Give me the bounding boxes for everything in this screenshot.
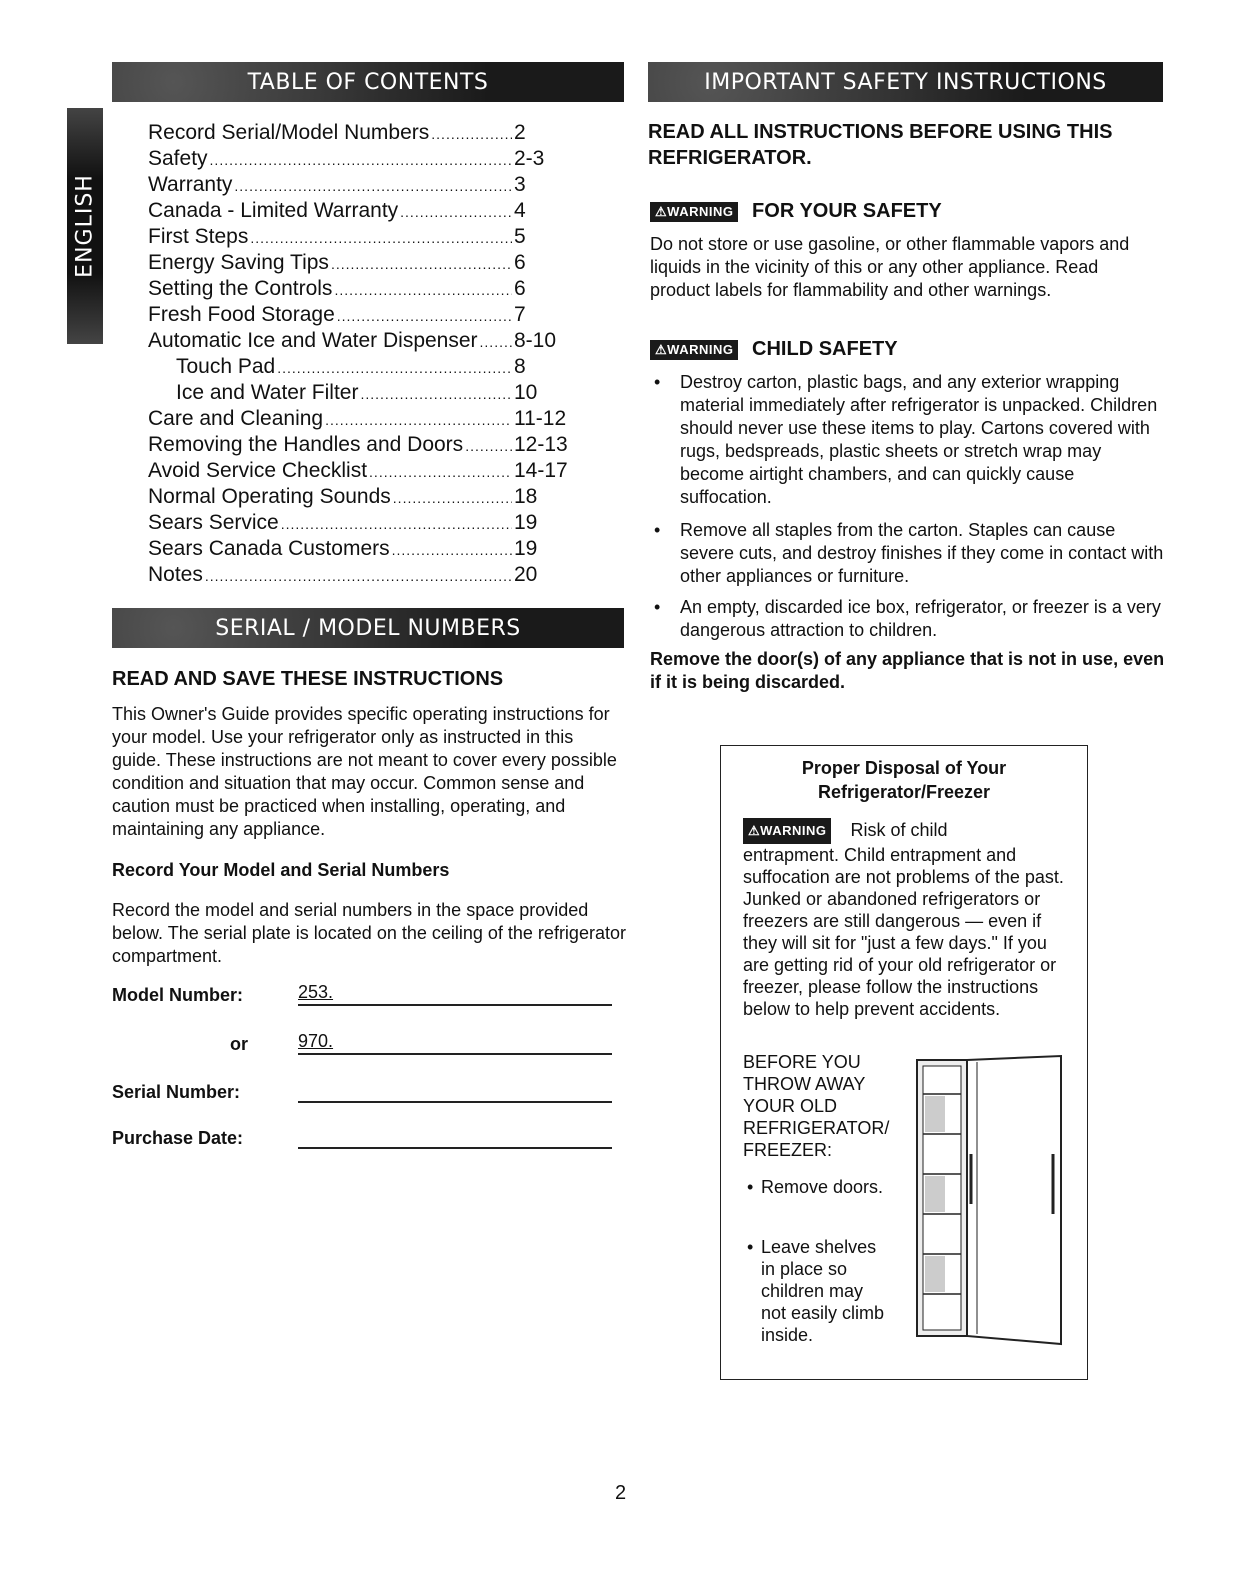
toc-entry (148, 224, 568, 250)
warning-badge: ⚠WARNING (743, 818, 831, 844)
model-number-prefix: 253. (298, 982, 334, 1002)
toc-entry (148, 146, 568, 172)
safety-banner (648, 62, 1163, 102)
disposal-title-line2: Refrigerator/Freezer (817, 782, 991, 802)
toc-dot-leader (325, 406, 512, 433)
toc-entry-title: Sears Canada Customers (148, 537, 390, 560)
toc-entry-title: Avoid Service Checklist (148, 459, 368, 482)
toc-banner (112, 62, 624, 102)
toc-entry-title: Automatic Ice and Water Dispenser (148, 329, 478, 352)
toc-entry (148, 510, 568, 536)
toc-dot-leader (393, 484, 512, 511)
toc-entry-page: 11-12 (514, 407, 567, 430)
toc-dot-leader (392, 536, 512, 563)
disposal-warning-first: Risk of child (850, 819, 948, 840)
toc-entry (148, 302, 568, 328)
toc-dot-leader (331, 250, 512, 277)
toc-entry-title: Energy Saving Tips (148, 251, 329, 274)
toc-entry-title: Care and Cleaning (148, 407, 324, 430)
warning-badge: ⚠WARNING (650, 202, 738, 222)
toc-entry-page: 7 (514, 303, 526, 326)
toc-entry (148, 328, 568, 354)
toc-entry-title: Sears Service (148, 511, 279, 534)
warning-badge: ⚠WARNING (650, 340, 738, 360)
serial-number-field[interactable] (298, 1079, 612, 1103)
toc-entry (148, 172, 568, 198)
toc-entry-page: 18 (514, 485, 538, 508)
toc-dot-leader (250, 224, 512, 251)
toc-entry-title: Safety (148, 147, 208, 170)
toc-entry-title: Setting the Controls (148, 277, 333, 300)
language-label: ENGLISH (72, 174, 98, 278)
toc-entry-page: 19 (514, 537, 538, 560)
toc-entry-page: 10 (514, 381, 538, 404)
toc-entry (148, 484, 568, 510)
toc-entry (148, 354, 568, 380)
toc-entry-title: Touch Pad (176, 355, 276, 378)
model-number-label: Model Number: (112, 985, 244, 1005)
toc-entry-title: Notes (148, 563, 203, 586)
read-save-heading: READ AND SAVE THESE INSTRUCTIONS (112, 668, 504, 690)
toc-dot-leader (281, 510, 512, 537)
toc-entry-page: 8-10 (514, 329, 557, 352)
toc-entry-page: 2 (514, 121, 526, 144)
toc-dot-leader (277, 354, 512, 381)
child-safety-section (650, 338, 1165, 694)
purchase-date-label: Purchase Date: (112, 1128, 244, 1148)
your-safety-text: Do not store or use gasoline, or other flammable vapors and liquids in the vicinity of this or any other appliance. Read product labels for flammability and other warnings. (650, 234, 1130, 300)
toc-entry-title: Canada - Limited Warranty (148, 199, 399, 222)
toc-entry (148, 276, 568, 302)
disposal-box (720, 745, 1088, 1380)
toc-entry (148, 562, 568, 588)
toc-entry-page: 3 (514, 173, 526, 196)
serial-number-label: Serial Number: (112, 1082, 241, 1102)
page-number: 2 (615, 1482, 627, 1504)
toc-dot-leader (465, 432, 512, 459)
toc-entry (148, 536, 568, 562)
serial-banner (112, 608, 624, 648)
disposal-bullet: • Remove doors. (743, 1176, 891, 1198)
toc-entry-title: Fresh Food Storage (148, 303, 335, 326)
safety-banner-title: IMPORTANT SAFETY INSTRUCTIONS (704, 69, 1107, 95)
your-safety-section (650, 200, 1160, 302)
or-label: or (230, 1034, 248, 1054)
record-text: Record the model and serial numbers in the space provided below. The serial plate is located on the ceiling of the refrigerator compartment. (112, 900, 626, 966)
before-throwaway: BEFORE YOU THROW AWAY YOUR OLD REFRIGERATOR/ FREEZER: (743, 1052, 890, 1160)
toc-entry (148, 198, 568, 224)
toc-entry-page: 19 (514, 511, 538, 534)
language-side-tab (67, 108, 103, 344)
toc-entry (148, 458, 568, 484)
read-all-heading: READ ALL INSTRUCTIONS BEFORE USING THIS REFRIGERATOR. (648, 121, 1113, 169)
toc-dot-leader (480, 328, 512, 355)
toc-entry-title: Normal Operating Sounds (148, 485, 391, 508)
toc-dot-leader (360, 380, 512, 407)
toc-entry-title: Warranty (148, 173, 233, 196)
toc-entry-title: First Steps (148, 225, 249, 248)
your-safety-title: FOR YOUR SAFETY (752, 200, 942, 222)
record-heading: Record Your Model and Serial Numbers (112, 860, 450, 880)
table-of-contents (148, 120, 568, 588)
toc-entry-page: 20 (514, 563, 538, 586)
open-refrigerator-illustration (911, 1054, 1071, 1354)
toc-entry-title: Record Serial/Model Numbers (148, 121, 430, 144)
toc-entry-page: 5 (514, 225, 526, 248)
child-safety-bullet: • An empty, discarded ice box, refrigerator, or freezer is a very dangerous attraction to children. (650, 596, 1165, 642)
toc-dot-leader (431, 120, 512, 147)
toc-entry-page: 8 (514, 355, 526, 378)
owners-guide-intro: This Owner's Guide provides specific operating instructions for your model. Use your refrigerator only as instructed in this guide. These instructions are not meant to cover every possible condition and situation that may occur. Common sense and caution must be practiced when installing, operating, and maintaining any appliance. (112, 704, 617, 839)
disposal-title-line1: Proper Disposal of Your (801, 758, 1007, 778)
toc-entry-page: 4 (514, 199, 526, 222)
toc-dot-leader (369, 458, 512, 485)
toc-banner-title: TABLE OF CONTENTS (247, 69, 489, 95)
toc-entry (148, 432, 568, 458)
child-safety-bullet: • Destroy carton, plastic bags, and any exterior wrapping material immediately after refrigerator is unpacked. Children should never use these items to play. Cartons covered with rugs, bedspreads, plastic sheets or stretch wrap may become airtight chambers, and can quickly cause suffocation. (650, 371, 1165, 509)
toc-dot-leader (400, 198, 512, 225)
toc-entry (148, 380, 568, 406)
toc-dot-leader (205, 562, 512, 589)
model-number-field[interactable] (298, 982, 612, 1006)
toc-entry (148, 250, 568, 276)
disposal-bullet: • Leave shelves in place so children may not easily climb inside. (743, 1236, 891, 1346)
serial-banner-title: SERIAL / MODEL NUMBERS (215, 615, 521, 641)
toc-dot-leader (337, 302, 512, 329)
purchase-date-field[interactable] (298, 1125, 612, 1149)
toc-entry (148, 406, 568, 432)
toc-entry-page: 2-3 (514, 147, 545, 170)
toc-dot-leader (334, 276, 512, 303)
disposal-title (721, 756, 1087, 804)
child-safety-title: CHILD SAFETY (752, 338, 898, 360)
toc-entry-page: 6 (514, 251, 526, 274)
alt-model-number-prefix: 970. (298, 1031, 334, 1051)
toc-entry-page: 12-13 (514, 433, 568, 456)
child-safety-bullet: • Remove all staples from the carton. Staples can cause severe cuts, and destroy finishes if they come in contact with other appliances or furniture. (650, 519, 1165, 588)
toc-dot-leader (210, 146, 512, 173)
toc-entry (148, 120, 568, 146)
disposal-warning-text: entrapment. Child entrapment and suffocation are not problems of the past. Junked or abandoned refrigerators or freezers are still dangerous — even if they will sit for "just a few days." If you are getting rid of your old refrigerator or freezer, please follow the instructions below to help prevent accidents. (743, 845, 1064, 1019)
toc-entry-page: 6 (514, 277, 526, 300)
remove-door-warning: Remove the door(s) of any appliance that is not in use, even if it is being discarded. (650, 649, 1165, 692)
toc-entry-page: 14-17 (514, 459, 568, 482)
toc-entry-title: Ice and Water Filter (176, 381, 359, 404)
toc-dot-leader (234, 172, 512, 199)
toc-entry-title: Removing the Handles and Doors (148, 433, 464, 456)
alt-model-number-field[interactable] (298, 1031, 612, 1055)
